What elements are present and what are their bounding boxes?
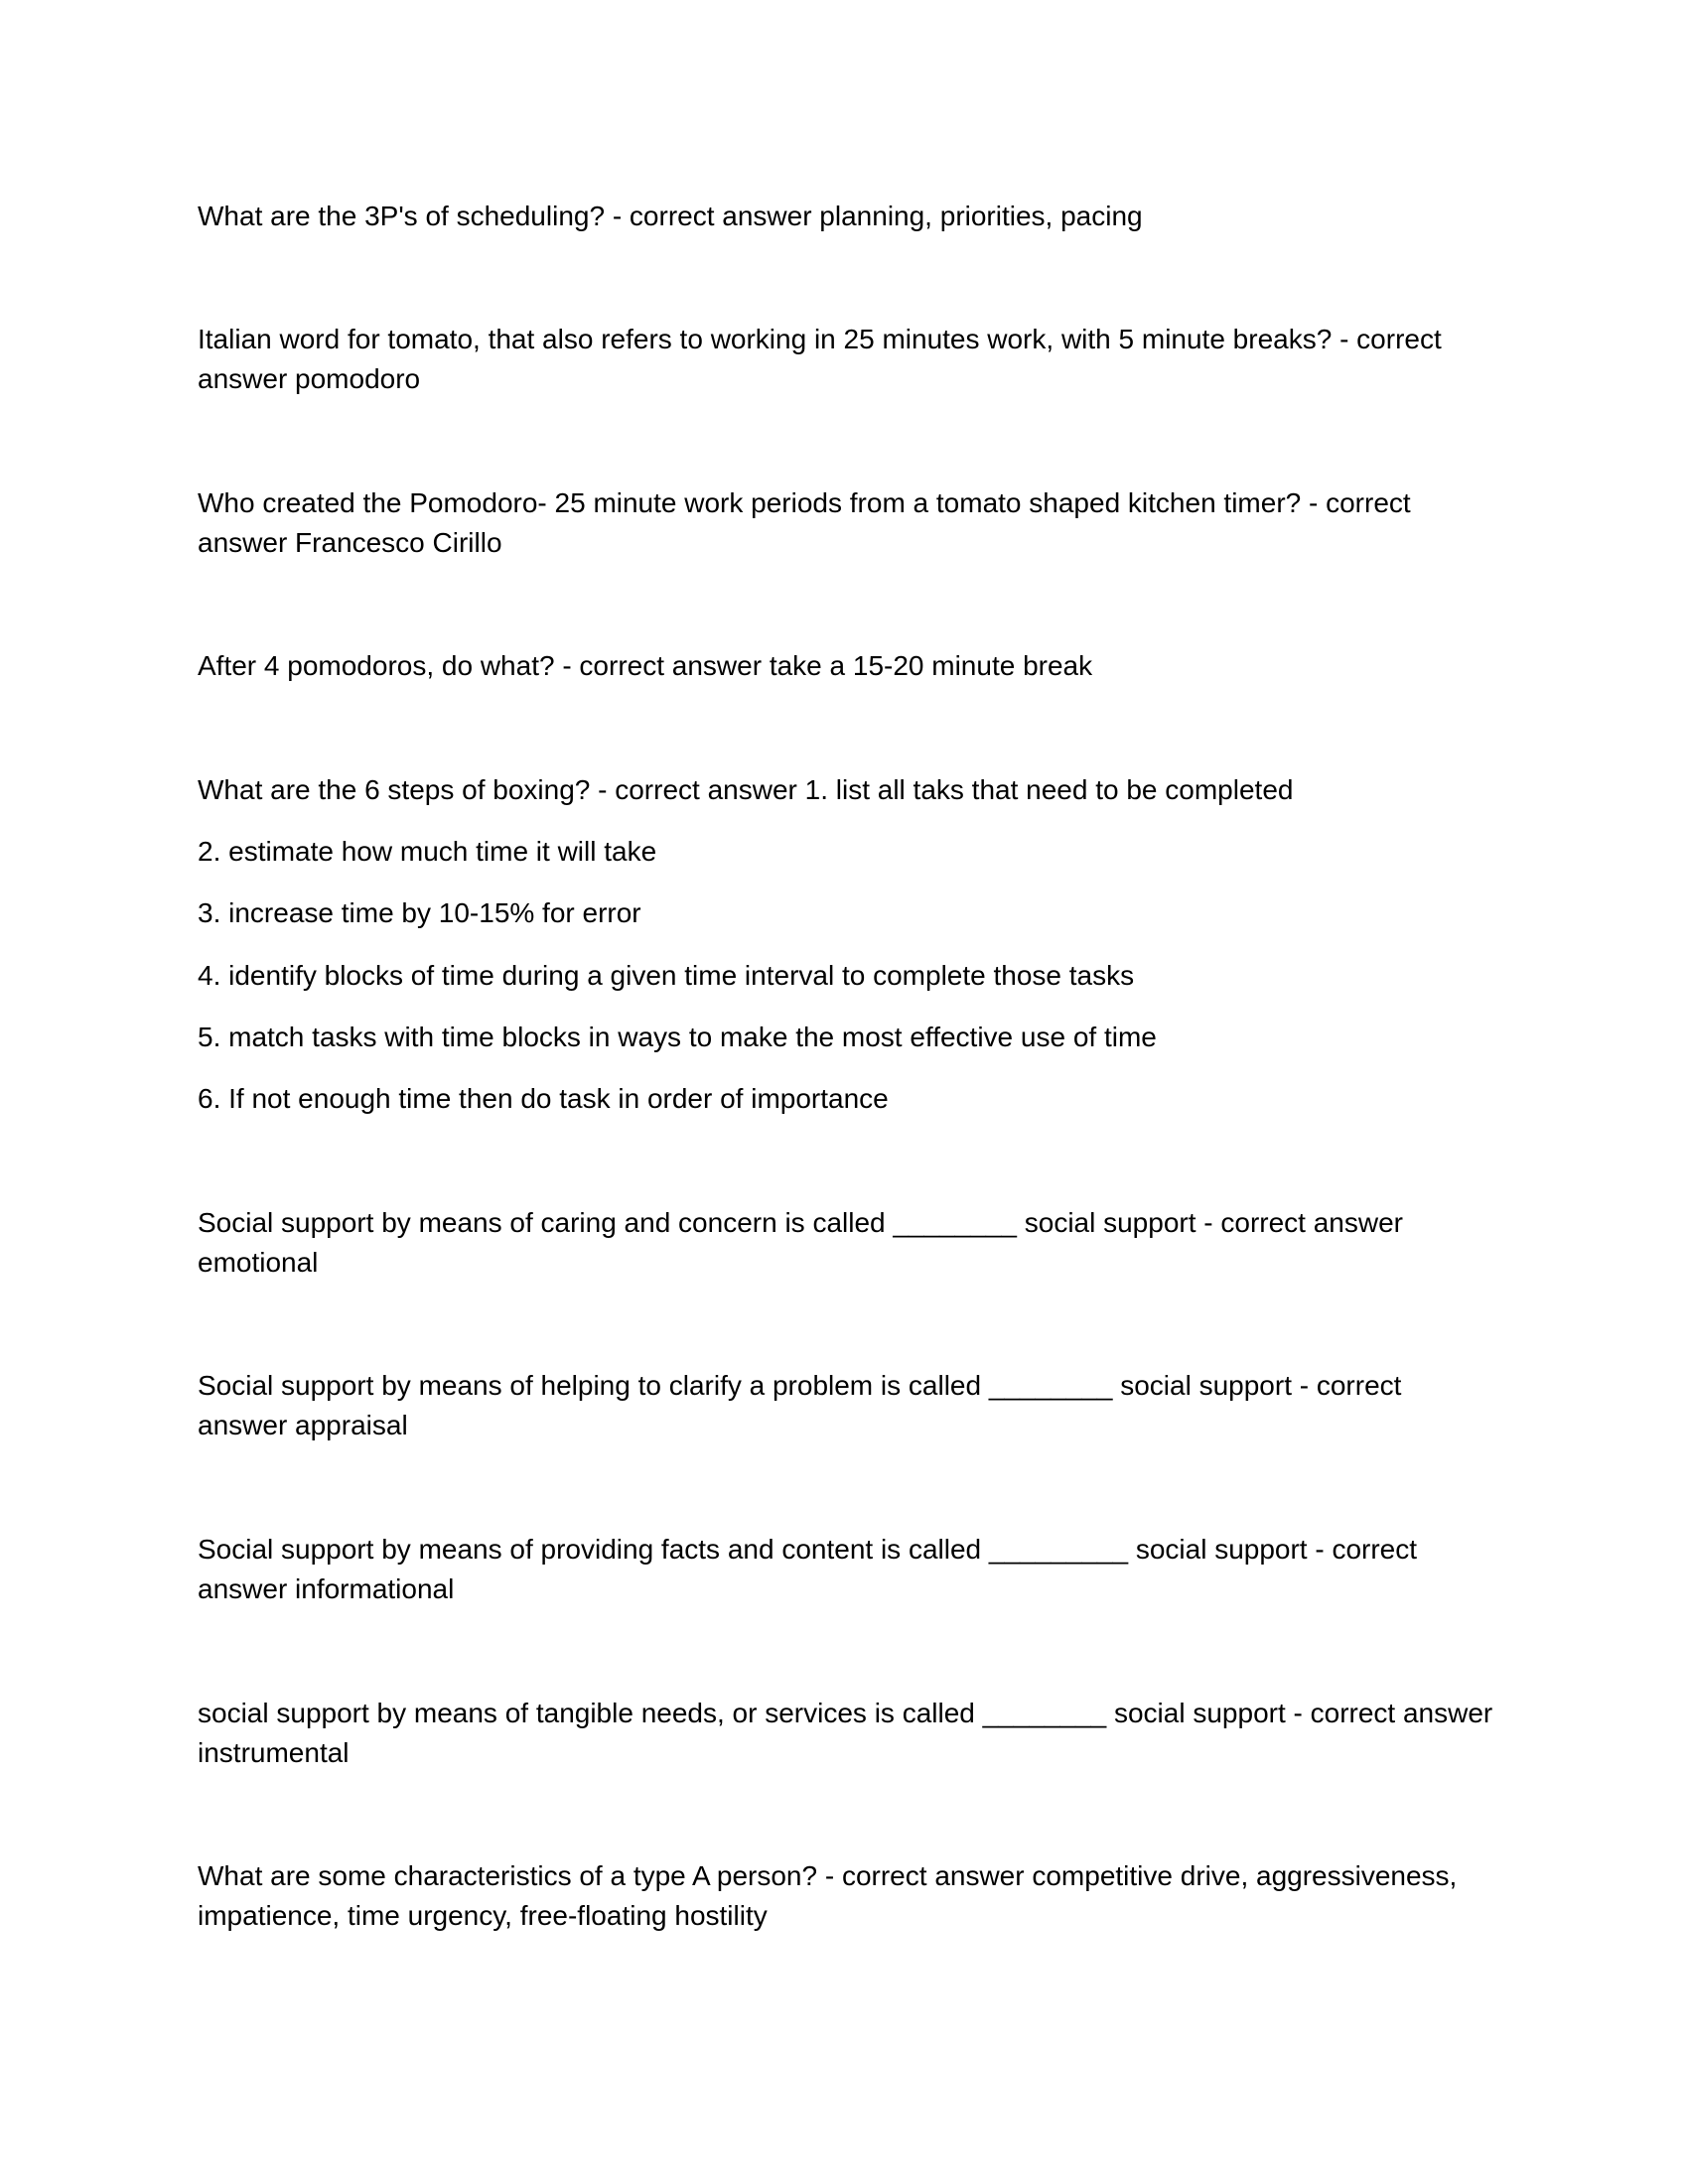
text-line: 4. identify blocks of time during a given time interval to complete those tasks bbox=[198, 960, 1135, 991]
text-line: 2. estimate how much time it will take bbox=[198, 836, 657, 867]
text-line: Social support by means of providing facts and content is called _________ social support - correct bbox=[198, 1534, 1418, 1565]
boxing-step-5 bbox=[198, 1018, 1493, 1057]
text-line: 3. increase time by 10-15% for error bbox=[198, 897, 641, 928]
text-line: 6. If not enough time then do task in order of importance bbox=[198, 1083, 889, 1114]
qa-type-a-person bbox=[198, 1856, 1493, 1936]
text-line: After 4 pomodoros, do what? - correct answer take a 15-20 minute break bbox=[198, 650, 1093, 681]
qa-appraisal-support bbox=[198, 1366, 1493, 1445]
text-line: impatience, time urgency, free-floating hostility bbox=[198, 1900, 768, 1931]
qa-after-four-pomodoros bbox=[198, 646, 1493, 686]
text-line: emotional bbox=[198, 1247, 319, 1278]
qa-3ps-scheduling bbox=[198, 197, 1493, 236]
text-line: Social support by means of caring and concern is called ________ social support - correct answer bbox=[198, 1207, 1403, 1238]
text-line: answer informational bbox=[198, 1573, 455, 1604]
text-line: social support by means of tangible needs, or services is called ________ social support - correct answer bbox=[198, 1698, 1493, 1728]
text-line: instrumental bbox=[198, 1737, 350, 1768]
qa-emotional-support bbox=[198, 1203, 1493, 1283]
boxing-step-2 bbox=[198, 832, 1493, 872]
boxing-step-6 bbox=[198, 1079, 1493, 1119]
text-line: What are some characteristics of a type A person? - correct answer competitive drive, aggressiveness, bbox=[198, 1860, 1458, 1891]
text-line: What are the 3P's of scheduling? - correct answer planning, priorities, pacing bbox=[198, 201, 1143, 231]
text-line: answer Francesco Cirillo bbox=[198, 527, 502, 558]
qa-pomodoro-word bbox=[198, 320, 1493, 399]
qa-boxing-steps bbox=[198, 770, 1493, 810]
text-line: Who created the Pomodoro- 25 minute work periods from a tomato shaped kitchen timer? - correct bbox=[198, 487, 1411, 518]
qa-instrumental-support bbox=[198, 1694, 1493, 1773]
qa-pomodoro-creator bbox=[198, 483, 1493, 563]
boxing-step-4 bbox=[198, 956, 1493, 996]
text-line: answer appraisal bbox=[198, 1410, 408, 1440]
text-line: Italian word for tomato, that also refers to working in 25 minutes work, with 5 minute breaks? - correct bbox=[198, 324, 1442, 354]
text-line: What are the 6 steps of boxing? - correct answer 1. list all taks that need to be completed bbox=[198, 774, 1294, 805]
qa-informational-support bbox=[198, 1530, 1493, 1609]
text-line: answer pomodoro bbox=[198, 363, 421, 394]
text-line: Social support by means of helping to clarify a problem is called ________ social support - correct bbox=[198, 1370, 1402, 1401]
boxing-step-3 bbox=[198, 893, 1493, 933]
text-line: 5. match tasks with time blocks in ways to make the most effective use of time bbox=[198, 1022, 1157, 1052]
